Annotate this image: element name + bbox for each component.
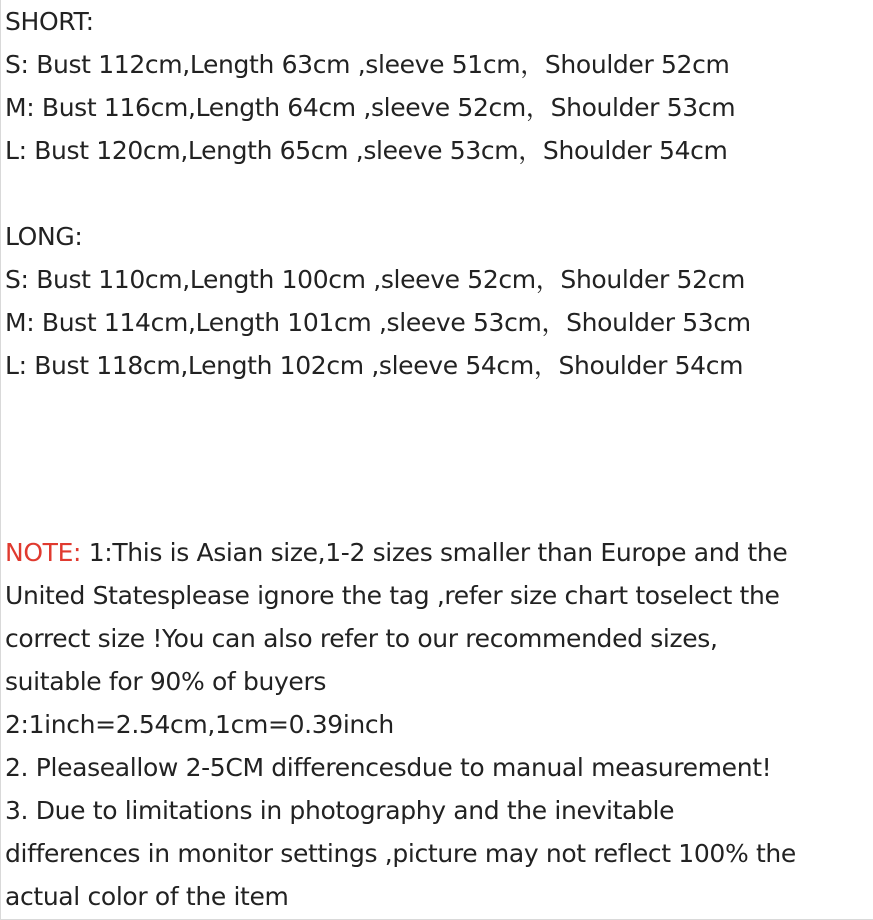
note-label: NOTE: (5, 538, 82, 567)
long-size-row-l: L: Bust 118cm,Length 102cm ,sleeve 54cm，Shoulder 54cm (5, 351, 744, 380)
note-line: 2:1inch=2.54cm,1cm=0.39inch (5, 710, 394, 739)
note-line: differences in monitor settings ,picture may not reflect 100% the (5, 839, 796, 868)
short-size-row-l: L: Bust 120cm,Length 65cm ,sleeve 53cm，Shoulder 54cm (5, 136, 728, 165)
note-line: suitable for 90% of buyers (5, 667, 327, 696)
short-size-row-s: S: Bust 112cm,Length 63cm ,sleeve 51cm，Shoulder 52cm (5, 50, 730, 79)
note-section (5, 531, 873, 918)
long-size-row-s: S: Bust 110cm,Length 100cm ,sleeve 52cm，Shoulder 52cm (5, 265, 746, 294)
short-size-row-m: M: Bust 116cm,Length 64cm ,sleeve 52cm，Shoulder 53cm (5, 93, 736, 122)
note-first-line (5, 531, 873, 574)
note-line: 2. Pleaseallow 2-5CM differencesdue to manual measurement! (5, 753, 772, 782)
long-size-row-m: M: Bust 114cm,Length 101cm ,sleeve 53cm，Shoulder 53cm (5, 308, 751, 337)
note-line: 3. Due to limitations in photography and the inevitable (5, 796, 675, 825)
short-heading: SHORT: (5, 7, 94, 36)
note-line-1-text: 1:This is Asian size,1-2 sizes smaller than Europe and the (81, 538, 788, 567)
long-heading: LONG: (5, 222, 83, 251)
note-line: correct size !You can also refer to our recommended sizes, (5, 624, 718, 653)
note-line: United Statesplease ignore the tag ,refer size chart toselect the (5, 581, 780, 610)
short-size-section (5, 0, 873, 172)
long-size-section (5, 215, 873, 387)
note-line: actual color of the item (5, 882, 289, 911)
